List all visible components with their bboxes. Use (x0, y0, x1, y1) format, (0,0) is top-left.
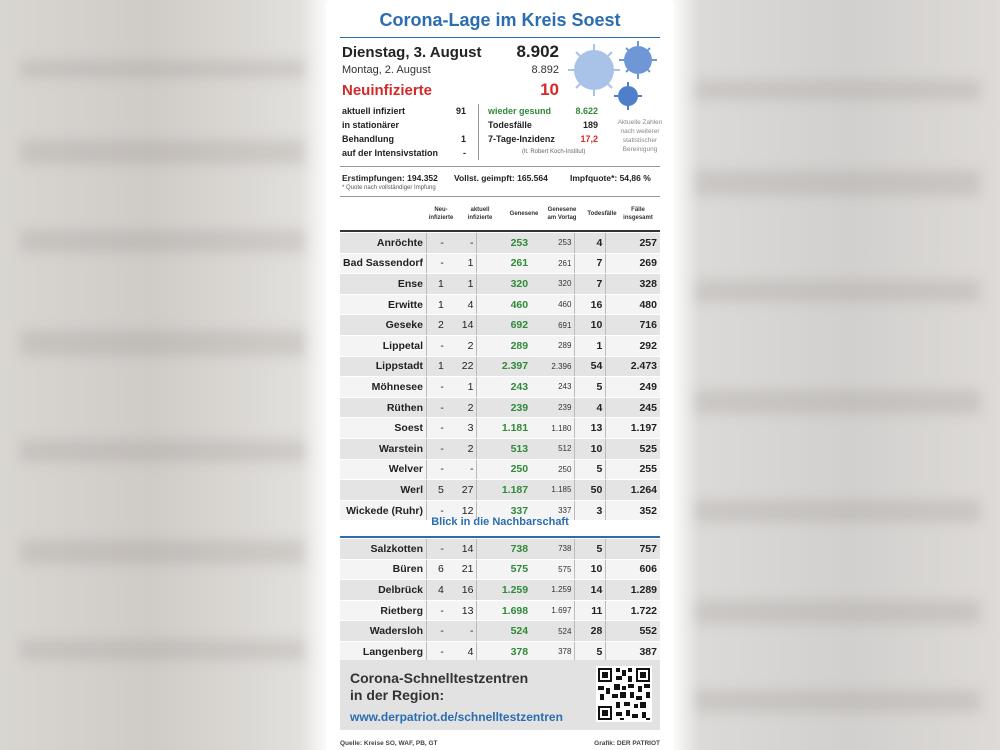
neighborhood-table (340, 539, 660, 663)
cell-new: - (427, 600, 447, 621)
cell-recovered-prev: 2.396 (531, 356, 575, 377)
stat-value-treatment: 1 (460, 134, 466, 144)
cell-new: 6 (427, 559, 447, 580)
cell-active: 2 (447, 438, 477, 459)
row-name: Rüthen (340, 397, 427, 418)
cell-recovered: 337 (477, 500, 531, 521)
cell-new: - (427, 418, 447, 439)
cell-new: 4 (427, 580, 447, 601)
cell-active: - (447, 621, 477, 642)
cell-recovered-prev: 243 (531, 377, 575, 398)
cell-recovered: 524 (477, 621, 531, 642)
col-header-total: Fälle insgesamt (623, 207, 653, 221)
cell-active: - (447, 459, 477, 480)
cell-recovered-prev: 337 (531, 500, 575, 521)
stat-label-recovered: wieder gesund (488, 106, 552, 116)
cell-recovered: 378 (477, 641, 531, 662)
cell-active: 16 (447, 580, 477, 601)
cell-total: 352 (606, 500, 660, 521)
cell-recovered-prev: 524 (531, 621, 575, 642)
table-row (340, 274, 660, 295)
footer-link[interactable]: www.derpatriot.de/schnelltestzentren (350, 710, 563, 724)
cell-total: 387 (606, 641, 660, 662)
cell-recovered-prev: 253 (531, 233, 575, 253)
cell-active: 1 (447, 377, 477, 398)
cell-deaths: 7 (575, 253, 606, 274)
cell-recovered-prev: 1.259 (531, 580, 575, 601)
cell-recovered-prev: 512 (531, 438, 575, 459)
value-prev: 8.892 (531, 64, 559, 76)
header-rule (340, 37, 660, 38)
cell-recovered-prev: 460 (531, 294, 575, 315)
cell-recovered: 575 (477, 559, 531, 580)
cell-active: 14 (447, 315, 477, 336)
cell-total: 1.264 (606, 480, 660, 501)
cell-total: 328 (606, 274, 660, 295)
col-header-new: Neu- infizierte (428, 207, 454, 221)
divider-table-top (340, 230, 660, 232)
cell-deaths: 4 (575, 397, 606, 418)
vaccination-note: * Quote nach vollständiger Impfung (342, 185, 436, 191)
virus-icon (568, 40, 668, 112)
footer-line2: in der Region: (350, 687, 445, 703)
table-row (340, 294, 660, 315)
row-name: Lippetal (340, 335, 427, 356)
cell-active: 2 (447, 335, 477, 356)
cell-recovered: 250 (477, 459, 531, 480)
row-name: Möhnesee (340, 377, 427, 398)
cell-total: 525 (606, 438, 660, 459)
stat-label-rki: (lt. Robert Koch-Institut) (522, 149, 586, 155)
table-row (340, 356, 660, 377)
cell-deaths: 50 (575, 480, 606, 501)
cell-active: 2 (447, 397, 477, 418)
cell-deaths: 1 (575, 335, 606, 356)
cell-total: 552 (606, 621, 660, 642)
cell-recovered-prev: 691 (531, 315, 575, 336)
stat-value-infected: 91 (455, 106, 466, 116)
corona-infographic (326, 4, 674, 750)
graphic-credit: Grafik: DER PATRIOT (594, 740, 660, 747)
cell-deaths: 10 (575, 559, 606, 580)
cell-recovered: 289 (477, 335, 531, 356)
footer-heading (350, 670, 528, 704)
table-row (340, 233, 660, 253)
cell-recovered-prev: 289 (531, 335, 575, 356)
source-note: Quelle: Kreise SO, WAF, PB, GT (340, 740, 438, 747)
row-name: Warstein (340, 438, 427, 459)
cell-new: - (427, 539, 447, 559)
vaccination-first: Erstimpfungen: 194.352 (342, 173, 438, 183)
row-name: Bad Sassendorf (340, 253, 427, 274)
row-name: Ense (340, 274, 427, 295)
stat-value-icu: - (463, 148, 466, 158)
cell-recovered: 1.187 (477, 480, 531, 501)
divider-vaccination (340, 196, 660, 197)
table-row (340, 438, 660, 459)
cell-active: 13 (447, 600, 477, 621)
district-table (340, 233, 660, 521)
col-header-active: aktuell infizierte (467, 207, 493, 221)
cell-total: 480 (606, 294, 660, 315)
cell-new: 5 (427, 480, 447, 501)
cell-total: 2.473 (606, 356, 660, 377)
cell-recovered-prev: 738 (531, 539, 575, 559)
row-name: Salzkotten (340, 539, 427, 559)
cell-deaths: 11 (575, 600, 606, 621)
table-row (340, 641, 660, 662)
cell-deaths: 10 (575, 315, 606, 336)
value-today: 8.902 (516, 42, 559, 61)
stat-value-deaths: 189 (582, 120, 598, 130)
row-name: Anröchte (340, 233, 427, 253)
row-name: Wadersloh (340, 621, 427, 642)
table-row (340, 377, 660, 398)
neighborhood-title: Blick in die Nachbarschaft (431, 516, 569, 528)
cell-new: 1 (427, 274, 447, 295)
cell-new: - (427, 253, 447, 274)
col-header-recovered-prev: Genesene am Vortag (547, 207, 577, 221)
cell-deaths: 4 (575, 233, 606, 253)
cell-total: 757 (606, 539, 660, 559)
row-name: Lippstadt (340, 356, 427, 377)
cell-deaths: 7 (575, 274, 606, 295)
cell-deaths: 5 (575, 377, 606, 398)
cell-recovered-prev: 575 (531, 559, 575, 580)
cell-recovered: 460 (477, 294, 531, 315)
cell-recovered: 1.259 (477, 580, 531, 601)
cell-recovered: 1.698 (477, 600, 531, 621)
side-note: Aktuelle Zahlen nach weiterer statistischer Bereinigung (617, 119, 663, 153)
new-infections-value: 10 (540, 80, 559, 99)
cell-new: 1 (427, 356, 447, 377)
cell-recovered: 261 (477, 253, 531, 274)
cell-new: - (427, 438, 447, 459)
footer-line1: Corona-Schnelltestzentren (350, 670, 529, 686)
cell-active: 22 (447, 356, 477, 377)
table-row (340, 335, 660, 356)
cell-active: 21 (447, 559, 477, 580)
cell-new: 1 (427, 294, 447, 315)
cell-active: 27 (447, 480, 477, 501)
cell-deaths: 3 (575, 500, 606, 521)
cell-new: - (427, 397, 447, 418)
cell-active: 14 (447, 539, 477, 559)
cell-active: 1 (447, 274, 477, 295)
table-row (340, 480, 660, 501)
cell-total: 257 (606, 233, 660, 253)
table-row (340, 559, 660, 580)
table-row (340, 253, 660, 274)
table-row (340, 418, 660, 439)
row-name: Erwitte (340, 294, 427, 315)
cell-new: - (427, 621, 447, 642)
cell-recovered-prev: 320 (531, 274, 575, 295)
cell-total: 716 (606, 315, 660, 336)
cell-new: - (427, 335, 447, 356)
cell-active: 4 (447, 641, 477, 662)
cell-total: 1.289 (606, 580, 660, 601)
cell-recovered-prev: 239 (531, 397, 575, 418)
stat-label-treatment: Behandlung (342, 134, 394, 144)
vaccination-quote: Impfquote*: 54,86 % (570, 173, 651, 183)
cell-deaths: 13 (575, 418, 606, 439)
cell-total: 255 (606, 459, 660, 480)
cell-deaths: 10 (575, 438, 606, 459)
cell-deaths: 54 (575, 356, 606, 377)
cell-recovered: 253 (477, 233, 531, 253)
cell-recovered: 1.181 (477, 418, 531, 439)
cell-deaths: 5 (575, 539, 606, 559)
table-row (340, 580, 660, 601)
row-name: Geseke (340, 315, 427, 336)
cell-total: 1.722 (606, 600, 660, 621)
row-name: Rietberg (340, 600, 427, 621)
row-name: Wickede (Ruhr) (340, 500, 427, 521)
cell-total: 249 (606, 377, 660, 398)
table-row (340, 621, 660, 642)
cell-active: 12 (447, 500, 477, 521)
stat-value-incidence: 17,2 (580, 134, 598, 144)
date-prev: Montag, 2. August (342, 64, 431, 76)
table-row (340, 600, 660, 621)
row-name: Soest (340, 418, 427, 439)
stat-label-stationary: in stationärer (342, 120, 400, 130)
background-left (0, 0, 325, 750)
cell-new: - (427, 459, 447, 480)
cell-active: - (447, 233, 477, 253)
cell-recovered-prev: 250 (531, 459, 575, 480)
row-name: Langenberg (340, 641, 427, 662)
table-row (340, 459, 660, 480)
row-name: Büren (340, 559, 427, 580)
cell-active: 4 (447, 294, 477, 315)
cell-recovered: 692 (477, 315, 531, 336)
new-infections-label: Neuinfizierte (342, 82, 433, 99)
divider-neighborhood (340, 536, 660, 538)
cell-deaths: 16 (575, 294, 606, 315)
cell-total: 606 (606, 559, 660, 580)
cell-recovered: 239 (477, 397, 531, 418)
cell-new: - (427, 233, 447, 253)
cell-recovered-prev: 261 (531, 253, 575, 274)
cell-recovered: 320 (477, 274, 531, 295)
stat-label-deaths: Todesfälle (488, 120, 532, 130)
cell-new: - (427, 377, 447, 398)
cell-recovered-prev: 1.180 (531, 418, 575, 439)
vaccination-full: Vollst. geimpft: 165.564 (454, 173, 548, 183)
col-header-recovered: Genesene (509, 211, 539, 217)
footer-box (340, 660, 660, 730)
stat-label-icu: auf der Intensivstation (342, 148, 439, 158)
cell-deaths: 28 (575, 621, 606, 642)
cell-total: 292 (606, 335, 660, 356)
stat-value-recovered: 8.622 (575, 106, 598, 116)
cell-total: 245 (606, 397, 660, 418)
cell-recovered-prev: 1.697 (531, 600, 575, 621)
cell-recovered-prev: 378 (531, 641, 575, 662)
table-row (340, 397, 660, 418)
divider-stats (340, 166, 660, 167)
cell-recovered: 738 (477, 539, 531, 559)
cell-deaths: 5 (575, 459, 606, 480)
cell-total: 269 (606, 253, 660, 274)
background-right (675, 0, 1000, 750)
cell-recovered: 243 (477, 377, 531, 398)
stat-label-incidence: 7-Tage-Inzidenz (488, 134, 555, 144)
cell-new: - (427, 641, 447, 662)
page-title: Corona-Lage im Kreis Soest (379, 10, 621, 30)
table-row (340, 539, 660, 559)
row-name: Delbrück (340, 580, 427, 601)
cell-active: 1 (447, 253, 477, 274)
cell-recovered: 2.397 (477, 356, 531, 377)
table-row (340, 315, 660, 336)
cell-deaths: 14 (575, 580, 606, 601)
cell-recovered: 513 (477, 438, 531, 459)
row-name: Werl (340, 480, 427, 501)
cell-recovered-prev: 1.185 (531, 480, 575, 501)
col-header-deaths: Todesfälle (587, 211, 617, 217)
cell-new: 2 (427, 315, 447, 336)
stats-divider (478, 104, 479, 160)
row-name: Welver (340, 459, 427, 480)
cell-deaths: 5 (575, 641, 606, 662)
qr-code-icon[interactable] (596, 666, 652, 722)
date-today: Dienstag, 3. August (342, 44, 482, 61)
cell-total: 1.197 (606, 418, 660, 439)
stat-label-infected: aktuell infiziert (342, 106, 406, 116)
cell-active: 3 (447, 418, 477, 439)
cell-new: - (427, 500, 447, 521)
